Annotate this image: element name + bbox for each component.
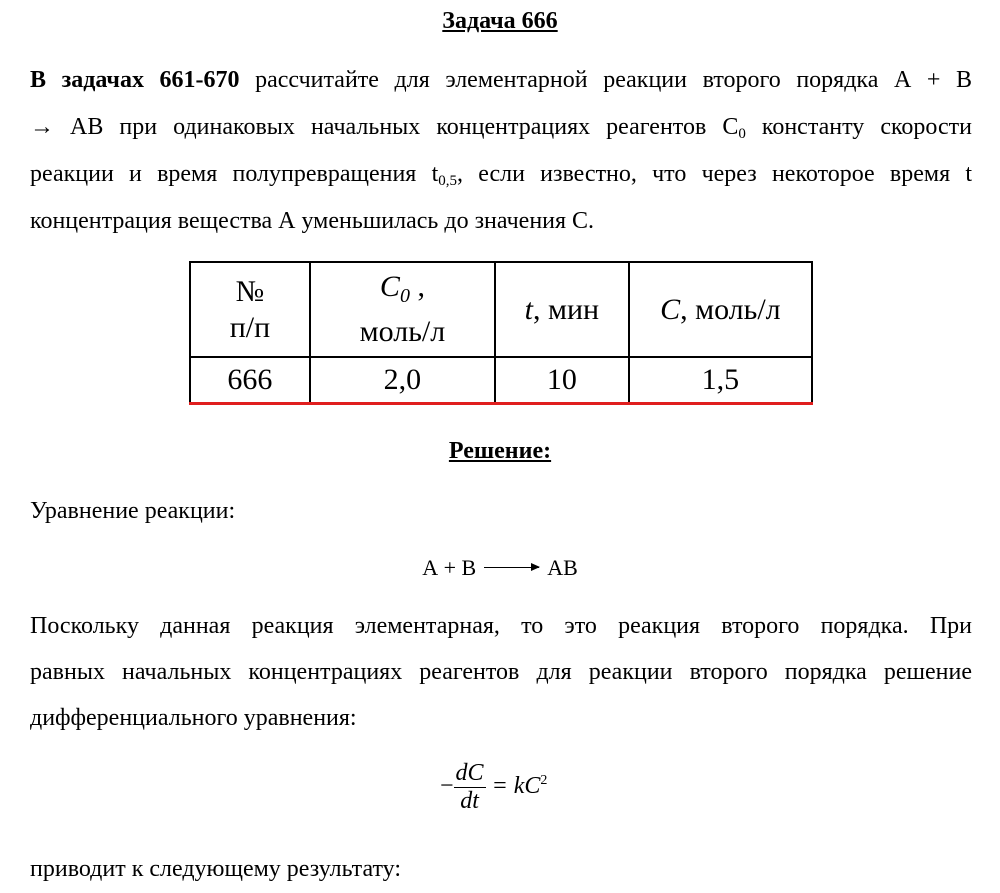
result-intro: приводит к следующему результату: <box>30 856 402 882</box>
formula-minus: − <box>440 773 454 800</box>
problem-statement <box>30 57 972 245</box>
reaction-reactants: А + В <box>422 555 477 580</box>
formula-exponent: 2 <box>540 773 548 789</box>
c0-letter: C <box>379 270 400 303</box>
statement-line-1 <box>30 57 972 104</box>
equation-label: Уравнение реакции: <box>30 498 236 524</box>
explanation-line-3: дифференциального уравнения: <box>30 705 357 731</box>
cell-t: 10 <box>495 357 629 404</box>
c-letter: C <box>660 292 681 326</box>
statement-line-1-text: рассчитайте для элементарной реакции второго порядка А + В <box>239 67 972 93</box>
formula-denominator: dt <box>460 788 479 814</box>
header-number-symbol: № <box>235 274 265 308</box>
header-c-unit: , моль/л <box>680 292 781 326</box>
statement-line-3-text-a: реакции и время полупревращения t <box>30 161 439 187</box>
t05-subscript: 0,5 <box>438 173 457 189</box>
problem-title: Задача 666 <box>442 8 558 34</box>
formula-numerator: dC <box>455 760 484 786</box>
header-c0-unit: моль/л <box>359 315 446 348</box>
explanation-line-1: Поскольку данная реакция элементарная, то это реакция второго порядка. При <box>30 613 972 639</box>
explanation-paragraph <box>30 603 972 741</box>
formula-rhs: = kC <box>491 773 541 800</box>
statement-line-2 <box>30 104 972 151</box>
cell-number: 666 <box>190 357 310 404</box>
c0-comma: , <box>409 270 425 303</box>
table-row <box>190 357 812 404</box>
c0-sub: 0 <box>399 285 410 307</box>
solution-title: Решение: <box>448 438 552 464</box>
reaction-arrow-icon <box>484 567 539 568</box>
statement-line-3 <box>30 151 972 198</box>
header-c0-symbol <box>311 269 494 314</box>
table-header-row <box>190 262 812 357</box>
reaction-product: АВ <box>547 555 578 580</box>
statement-line-3-text-b: , если известно, что через некоторое время t <box>456 161 972 187</box>
statement-line-2-text-b: константу скорости <box>745 114 973 140</box>
formula-fraction <box>454 760 486 815</box>
reaction-equation <box>0 555 1000 581</box>
statement-line-4: концентрация вещества А уменьшилась до значения С. <box>30 208 595 234</box>
header-t <box>495 262 629 357</box>
data-table <box>189 261 813 405</box>
t-letter: t <box>524 292 533 326</box>
c0-subscript: 0 <box>738 126 746 142</box>
explanation-line-2: равных начальных концентрациях реагентов для реакции второго порядка решение <box>30 659 972 685</box>
header-c0 <box>310 262 495 357</box>
cell-c0: 2,0 <box>310 357 495 404</box>
header-c <box>629 262 812 357</box>
header-number <box>190 262 310 357</box>
header-number-label: п/п <box>229 310 271 344</box>
cell-c: 1,5 <box>629 357 812 404</box>
header-t-unit: , мин <box>533 292 600 326</box>
statement-bold-lead: В задачах 661-670 <box>30 67 240 93</box>
differential-equation <box>440 760 547 815</box>
statement-line-2-text-a: → АВ при одинаковых начальных концентрациях реагентов С <box>30 114 739 140</box>
